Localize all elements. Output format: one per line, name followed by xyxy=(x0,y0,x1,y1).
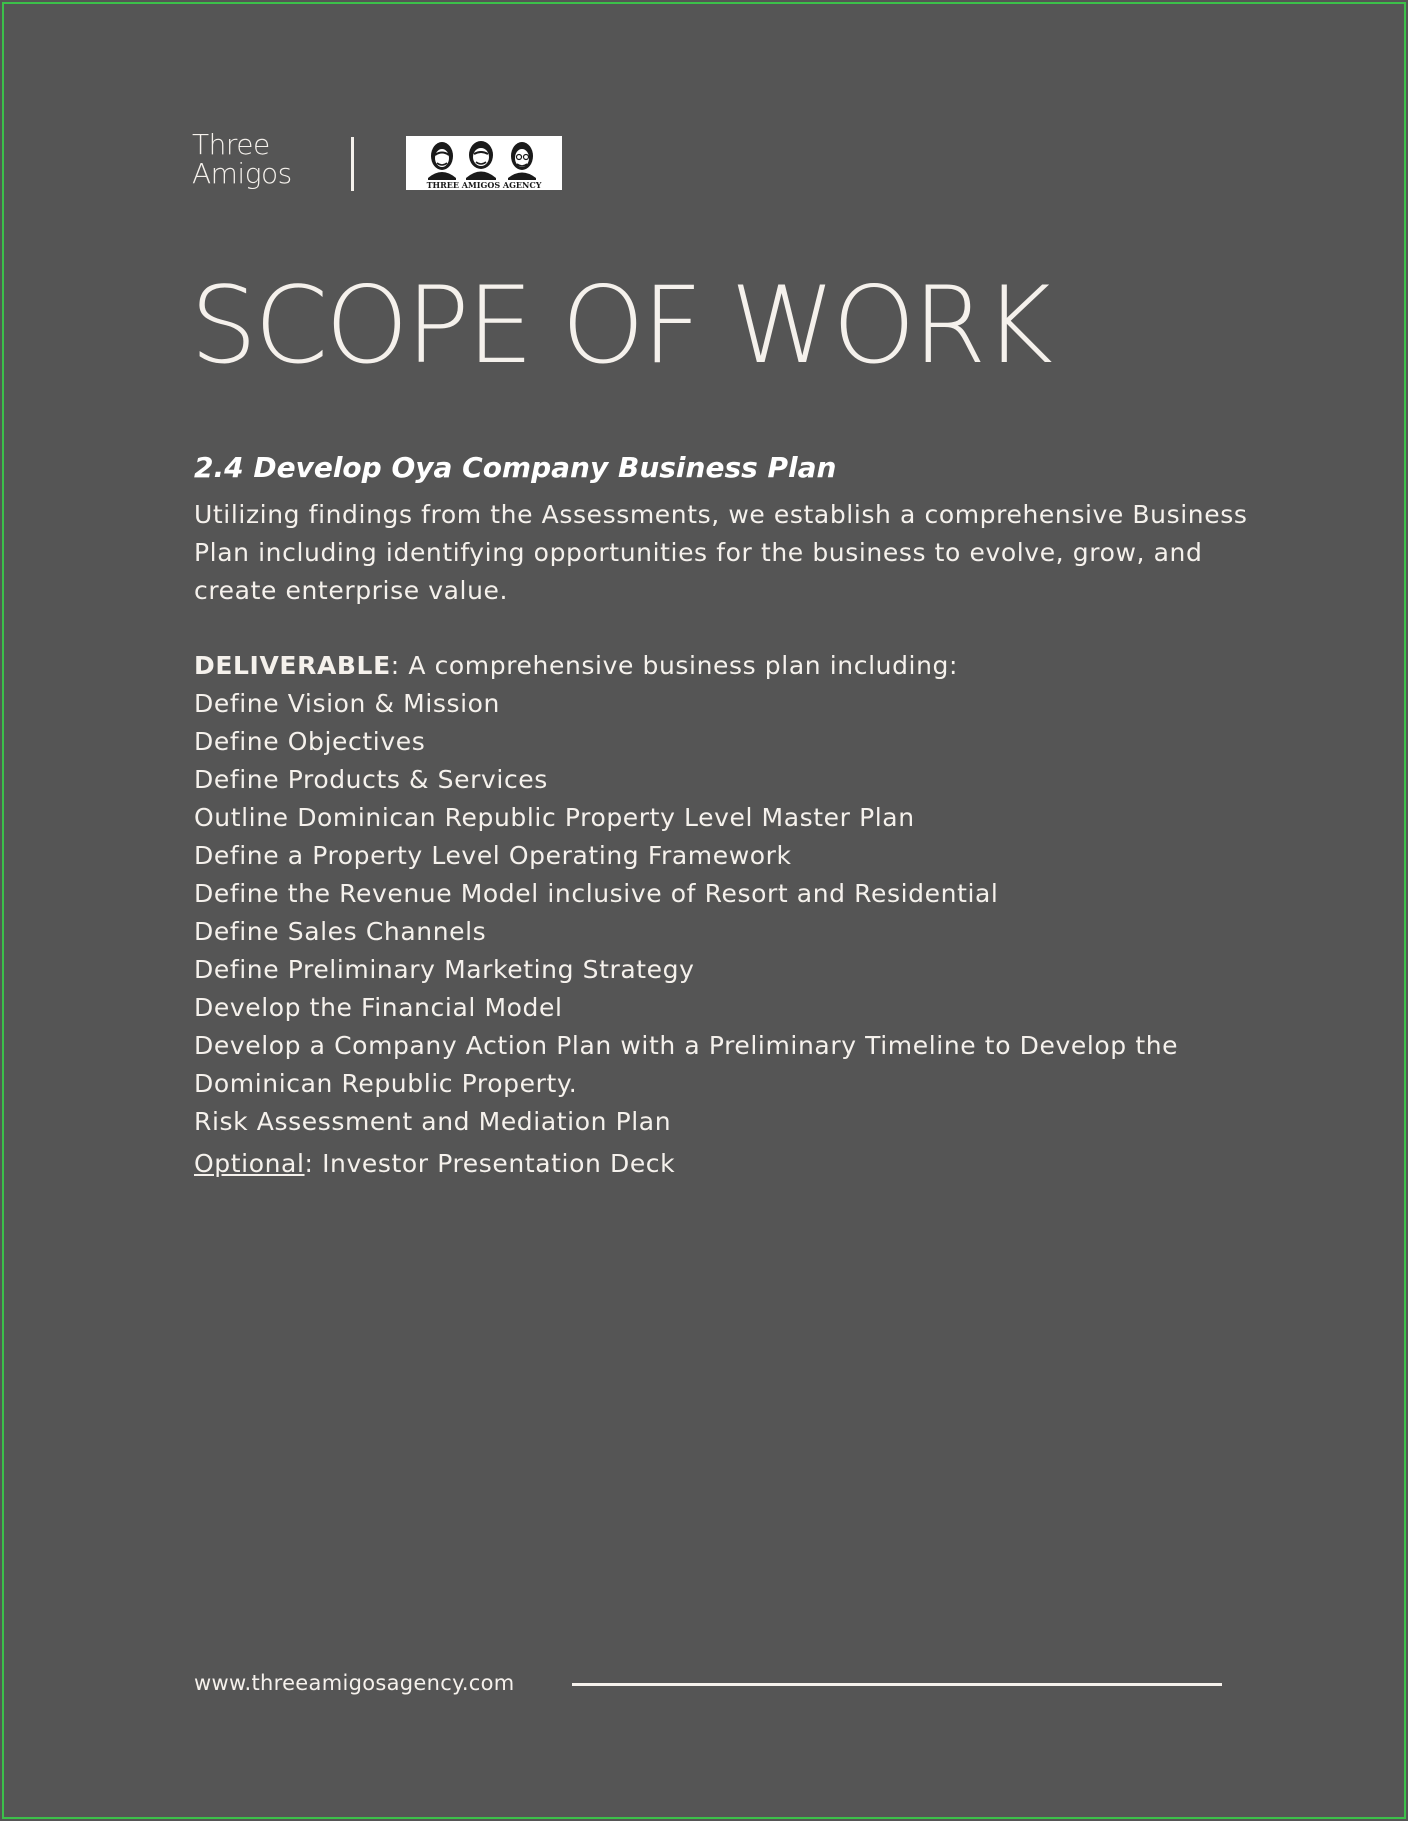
optional-item xyxy=(194,1145,1284,1183)
wordmark-line-1: Three xyxy=(192,128,270,161)
list-item: Define the Revenue Model inclusive of Resort and Residential xyxy=(194,879,999,908)
optional-text: : Investor Presentation Deck xyxy=(304,1149,676,1178)
section-heading: 2.4 Develop Oya Company Business Plan xyxy=(194,451,837,484)
website-link[interactable]: www.threeamigosagency.com xyxy=(194,1671,515,1695)
wordmark-line-2: Amigos xyxy=(192,157,292,190)
list-item: Develop the Financial Model xyxy=(194,993,563,1022)
list-item: Risk Assessment and Mediation Plan xyxy=(194,1107,672,1136)
list-item: Outline Dominican Republic Property Level Master Plan xyxy=(194,803,915,832)
list-item: Define Vision & Mission xyxy=(194,689,500,718)
list-item: Define Sales Channels xyxy=(194,917,487,946)
agency-logo-image xyxy=(406,136,562,190)
optional-label: Optional xyxy=(194,1149,305,1178)
list-item: Define a Property Level Operating Framework xyxy=(194,841,792,870)
brand-wordmark xyxy=(192,130,292,188)
list-item: Define Preliminary Marketing Strategy xyxy=(194,955,695,984)
deliverable-label: DELIVERABLE xyxy=(194,651,391,680)
list-item: Develop a Company Action Plan with a Preliminary Timeline to Develop the Dominican Republic Property. xyxy=(194,1031,1179,1098)
deliverable-lead: : A comprehensive business plan including: xyxy=(390,651,959,680)
document-page xyxy=(2,2,1406,1819)
logo-caption: THREE AMIGOS AGENCY xyxy=(426,180,542,190)
page-title: SCOPE OF WORK xyxy=(190,264,1050,387)
header-divider xyxy=(351,137,354,191)
deliverable-list xyxy=(194,647,1284,1183)
deliverable-header xyxy=(194,647,1284,685)
list-item: Define Objectives xyxy=(194,727,426,756)
list-item: Define Products & Services xyxy=(194,765,548,794)
section-intro: Utilizing findings from the Assessments, we establish a comprehensive Business Plan including identifying opportunities for the business to evolve, grow, and create enterprise value. xyxy=(194,500,1248,605)
footer-divider xyxy=(572,1683,1222,1686)
